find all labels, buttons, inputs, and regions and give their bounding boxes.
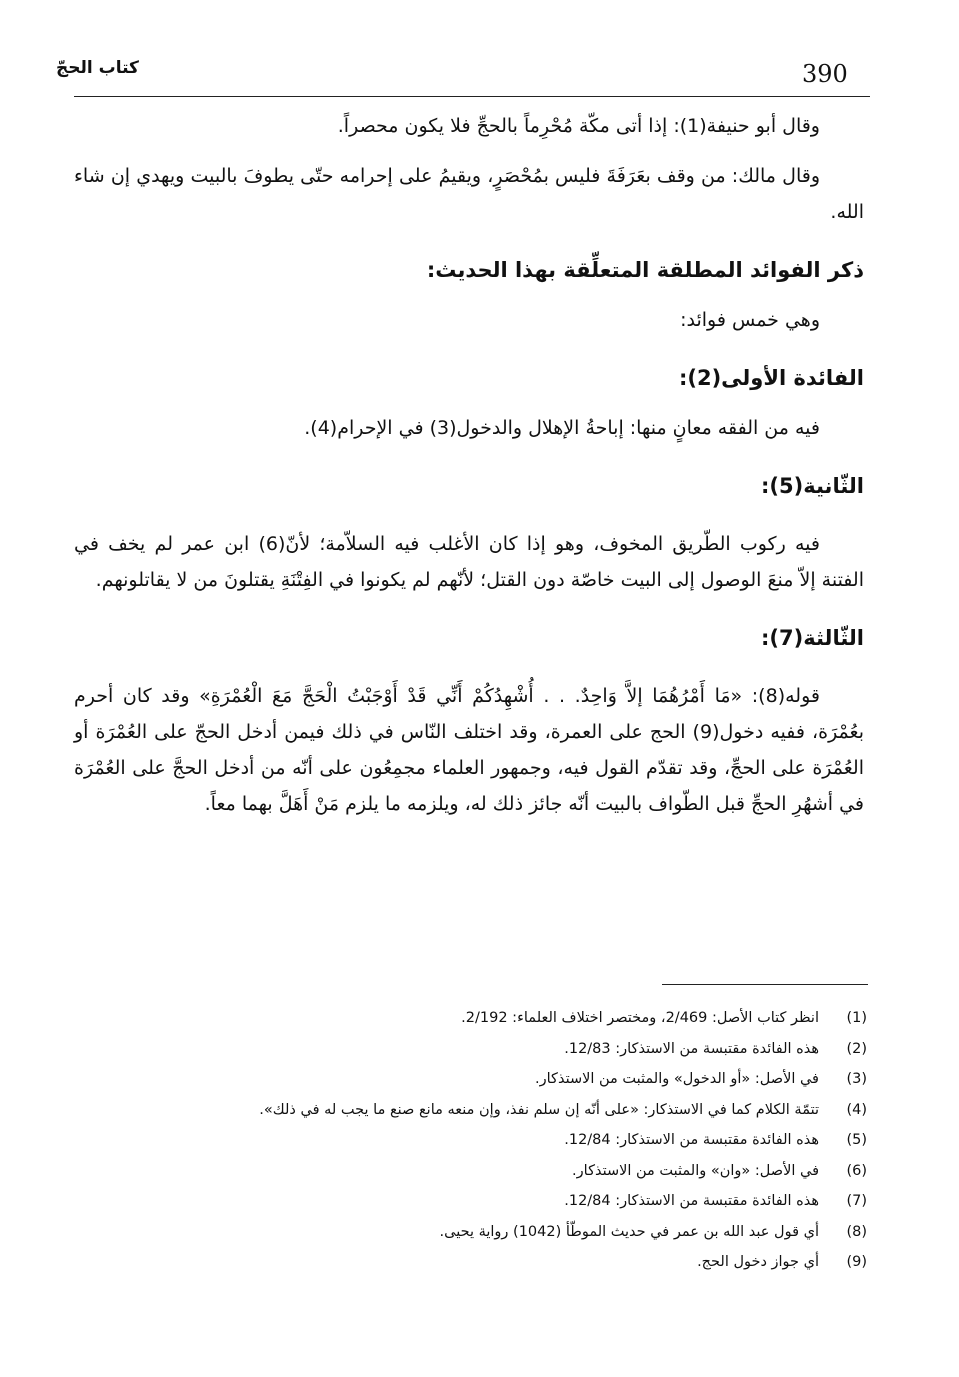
paragraph-second-benefit: فيه ركوب الطّريق المخوف، وهو إذا كان الأغلب فيه السلاّمة؛ لأنّ(6) ابن عمر لم يخف في الفتنة إلاّ منعَ الوصول إلى البيت خاصّة دون القتل؛ لأنّهم لم يكونوا في الفِتْنَةِ يقتلونَ من لا يقاتلونهم. bbox=[74, 533, 864, 591]
header-rule bbox=[74, 96, 870, 97]
running-title: كتاب الحجّ bbox=[56, 58, 139, 78]
paragraph-five-benefits: وهي خمس فوائد: bbox=[680, 309, 820, 331]
footnote-text: أي جواز دخول الحج. bbox=[697, 1254, 819, 1270]
footnote-number: (6) bbox=[846, 1162, 867, 1179]
footnote-item bbox=[87, 1125, 867, 1156]
footnote-number: (9) bbox=[846, 1254, 867, 1270]
footnote-text: أي قول عبد الله بن عمر في حديث الموطّأ (1042) رواية يحيى. bbox=[439, 1223, 819, 1240]
footnote-number: (7) bbox=[846, 1193, 867, 1209]
footnote-text: في الأصل: «أو الدخول» والمثبت من الاستذكار. bbox=[535, 1071, 819, 1087]
footnote-text: تتمّة الكلام كما في الاستذكار: «على أنّه إن سلم نفذ، وإن منعه مانع صنع ما يجب له في ذلك». bbox=[259, 1101, 819, 1118]
footnotes bbox=[87, 1003, 867, 1278]
footnote-item bbox=[87, 1217, 867, 1248]
heading-first-benefit: الفائدة الأولى(2): bbox=[678, 366, 864, 390]
footnote-item bbox=[87, 1186, 867, 1217]
page-number: 390 bbox=[802, 60, 848, 88]
footnote-separator bbox=[662, 984, 868, 985]
paragraph-malik: وقال مالك: من وقف بعَرَفَةَ فليس بمُحْصَرٍ، ويقيمُ على إحرامه حتّى يطوفَ بالبيت ويهدي إن شاء الله. bbox=[74, 165, 864, 223]
heading-third-benefit: الثّالثة(7): bbox=[761, 626, 864, 650]
paragraph-third-benefit: قوله(8): «مَا أَمْرُهُمَا إلاَّ وَاحِدٌ. . . أُشْهِدُكُمْ أَنِّي قَدْ أَوْجَبْتُ الْحَجَّ مَعَ الْعُمْرَةِ» وقد كان أحرم بعُمْرَة، ففيه دخول(9) الحج على العمرة، وقد اختلف النّاس في ذلك فيمن أدخل الحجّ على العُمْرَة أو العُمْرَة على الحجِّ، وقد تقدّم القول فيه، وجمهور العلماء مجمِعُون على أنّه من أدخل الحجَّ على العُمْرَة في أشهُرِ الحجِّ قبل الطّواف بالبيت أنّه جائز ذلك له، ويلزمه ما يلزم مَنْ أَهَلَّ بهما معاً. bbox=[74, 685, 864, 815]
footnote-item bbox=[87, 1095, 867, 1126]
footnote-number: (5) bbox=[846, 1132, 867, 1148]
footnote-number: (8) bbox=[846, 1223, 867, 1240]
footnote-item bbox=[87, 1003, 867, 1034]
footnote-text: هذه الفائدة مقتبسة من الاستذكار: 12/84. bbox=[564, 1132, 819, 1148]
footnote-text: انظر كتاب الأصل: 2/469، ومختصر اختلاف العلماء: 2/192. bbox=[461, 1010, 819, 1026]
footnote-item bbox=[87, 1247, 867, 1278]
paragraph-first-benefit: فيه من الفقه معانٍ منها: إباحةُ الإهلال والدخول(3) في الإحرام(4). bbox=[304, 417, 820, 439]
paragraph-abu-hanifa: وقال أبو حنيفة(1): إذا أتى مكّة مُحْرِماً بالحجِّ فلا يكون محصراً. bbox=[337, 115, 820, 137]
main-text bbox=[74, 108, 864, 822]
footnote-item bbox=[87, 1064, 867, 1095]
footnote-item bbox=[87, 1034, 867, 1065]
footnote-number: (2) bbox=[846, 1040, 867, 1057]
footnote-text: هذه الفائدة مقتبسة من الاستذكار: 12/83. bbox=[564, 1040, 819, 1057]
footnote-number: (3) bbox=[846, 1071, 867, 1087]
footnote-number: (4) bbox=[846, 1101, 867, 1118]
footnote-text: في الأصل: «وان» والمثبت من الاستذكار. bbox=[572, 1162, 819, 1179]
heading-second-benefit: الثّانية(5): bbox=[761, 474, 864, 498]
footnote-item bbox=[87, 1156, 867, 1187]
footnote-number: (1) bbox=[846, 1010, 867, 1026]
footnote-text: هذه الفائدة مقتبسة من الاستذكار: 12/84. bbox=[564, 1193, 819, 1209]
heading-benefits: ذكر الفوائد المطلقة المتعلِّقة بهذا الحديث: bbox=[426, 258, 864, 282]
